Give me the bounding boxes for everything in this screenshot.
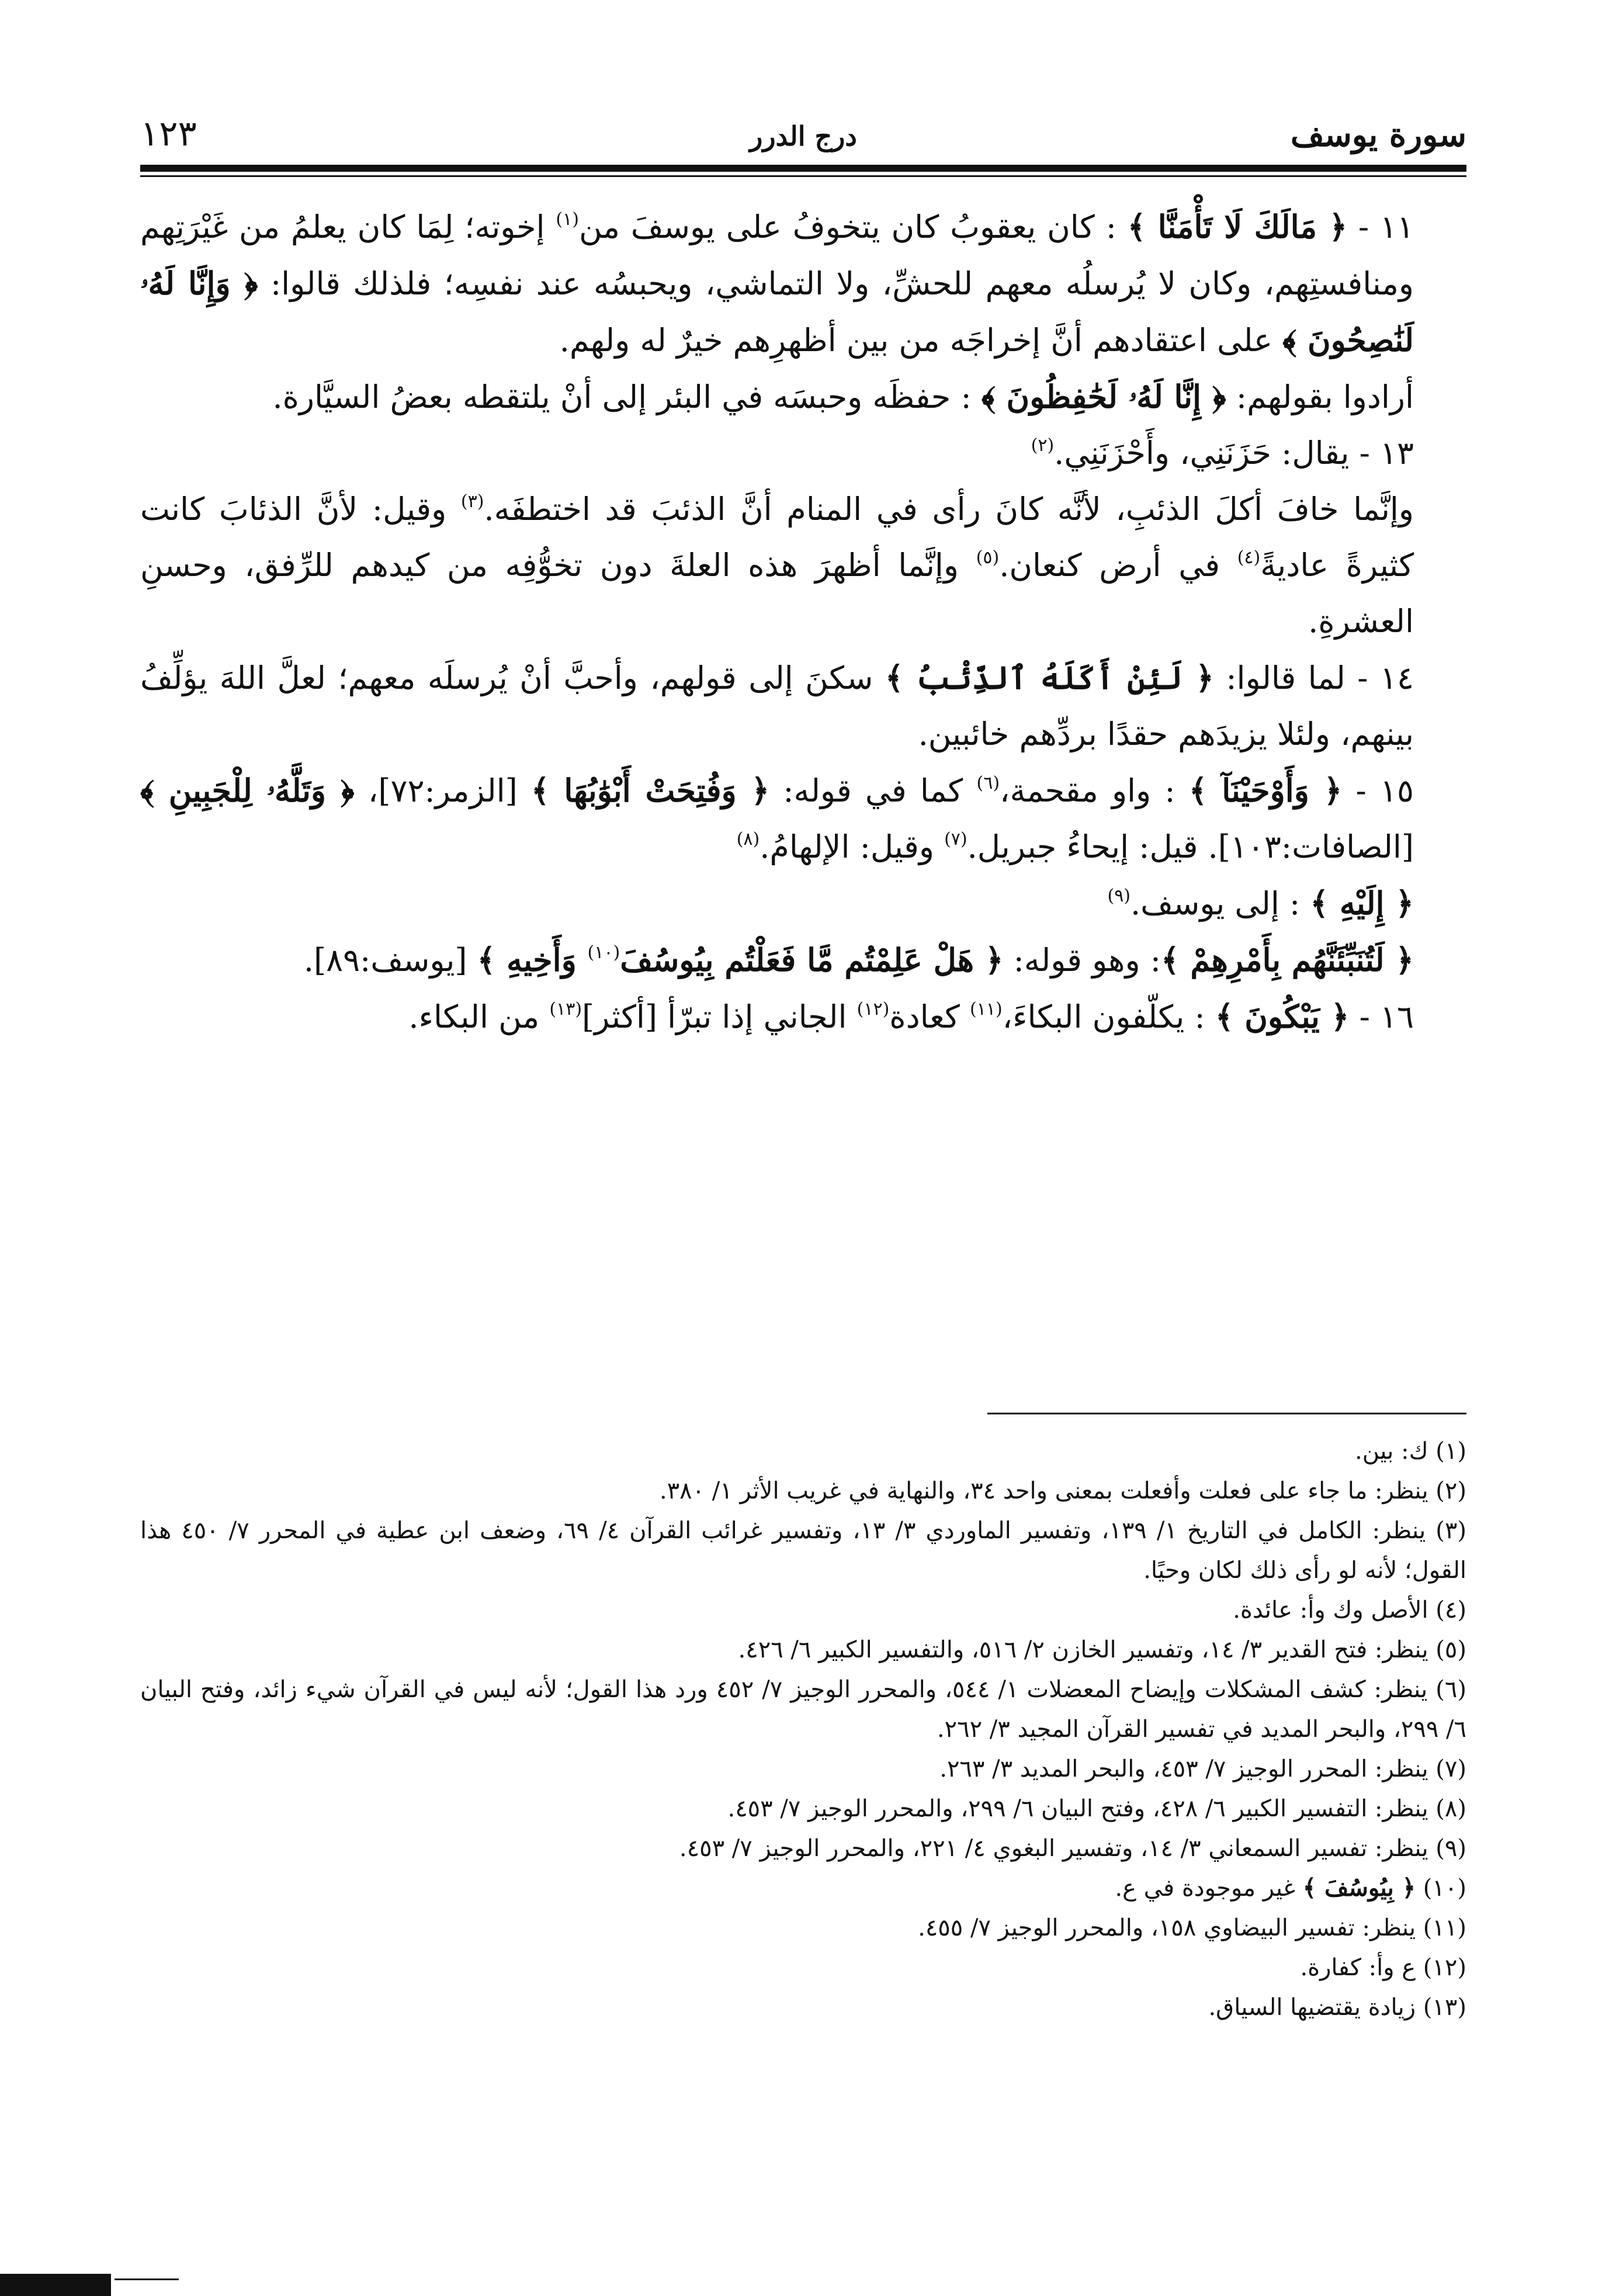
quran-quote: ﴿ وَفُتِحَتْ أَبْوَٰبُهَا ﴾ <box>530 772 770 809</box>
footnote: (٥) ينظر: فتح القدير ٣/ ١٤، وتفسير الخازن ٢/ ٥١٦، والتفسير الكبير ٦/ ٤٢٦. <box>738 1636 1466 1663</box>
surah-title: سورة يوسف <box>1290 116 1466 154</box>
text: ١٣ - يقال: حَزَنَنِي، وأَحْزَنَنِي. <box>1054 435 1414 471</box>
text: : كان يعقوبُ كان يتخوفُ على يوسفَ من <box>578 209 1128 245</box>
text: ١١ - <box>1347 209 1414 245</box>
quran-quote: ﴿ إِلَيْهِ ﴾ <box>1310 885 1414 922</box>
header-rule-thin <box>140 175 1466 177</box>
paragraph-16 <box>140 989 1466 1045</box>
scan-edge-line <box>115 2278 179 2280</box>
page-header <box>140 110 1466 162</box>
text: وإنَّما خافَ أكلَ الذئبِ، لأنَّه كانَ رأى في المنام أنَّ الذئبَ قد اختطفَه. <box>484 491 1414 528</box>
quran-quote: ﴿ وَإِنَّا لَهُۥ لَنَٰصِحُونَ ﴾ <box>140 265 1414 359</box>
text: الجاني إذا تبرّأ [أكثر] <box>582 998 857 1035</box>
text: : يكلّفون البكاءَ، <box>1002 998 1215 1035</box>
footnote-ref: (١١) <box>970 999 1003 1019</box>
paragraph-15-latunabbi <box>140 932 1466 989</box>
footnote-ref: (٦) <box>976 773 1000 793</box>
footnote-number: (١٠) <box>1416 1875 1466 1902</box>
footnote: (٩) ينظر: تفسير السمعاني ٣/ ١٤، وتفسير البغوي ٤/ ٢٢١، والمحرر الوجيز ٧/ ٤٥٣. <box>679 1835 1466 1862</box>
text: في أرض كنعان. <box>999 547 1237 584</box>
text: وإنَّما أظهرَ هذه العلةَ دون تخوُّفِه من كيدهم للرِّفق، وحسنِ العشرةِ. <box>140 547 1414 640</box>
footnote: (٣) ينظر: الكامل في التاريخ ١/ ١٣٩، وتفسير الماوردي ٣/ ١٣، وتفسير غرائب القرآن ٤/ ٦٩، وضعف ابن عطية في المحرر ٧/ ٤٥٠ هذا القول؛ لأنه لو رأى ذلك لكان وحيًا. <box>140 1517 1466 1584</box>
quran-quote: ﴿ يَبْكُونَ ﴾ <box>1215 998 1350 1035</box>
text: : واو مقحمة، <box>1000 772 1189 809</box>
text: : وهو قوله: <box>1003 942 1161 979</box>
footnote: (٨) ينظر: التفسير الكبير ٦/ ٤٢٨، وفتح البيان ٦/ ٢٩٩، والمحرر الوجيز ٧/ ٤٥٣. <box>727 1795 1466 1822</box>
paragraph-15 <box>140 762 1466 875</box>
text: كما في قوله: <box>769 772 977 809</box>
text: ١٥ - <box>1342 772 1414 809</box>
footnote-ref: (٧) <box>944 829 968 849</box>
footnote-separator <box>987 1413 1466 1414</box>
paragraph-15-ilayh <box>140 875 1466 932</box>
footnote: (١٣) زيادة يقتضيها السياق. <box>1208 1994 1466 2021</box>
footnote-ref: (٩) <box>1107 886 1131 906</box>
paragraph-14 <box>140 650 1466 762</box>
footnote-ref: (٣) <box>460 491 484 512</box>
footnote-ref: (١٣) <box>549 999 582 1019</box>
paragraph-12 <box>140 369 1466 425</box>
quran-quote: ﴿ بِيُوسُفَ ﴾ <box>1302 1874 1416 1902</box>
header-rule-thick <box>140 165 1466 172</box>
text: أرادوا بقولهم: <box>1226 379 1414 415</box>
page-number: ١٢٣ <box>140 113 197 154</box>
text: [يوسف:٨٩]. <box>303 942 477 979</box>
footnote: (٦) ينظر: كشف المشكلات وإيضاح المعضلات ١/ ٥٤٤، والمحرر الوجيز ٧/ ٤٥٢ ورد هذا القول؛ لأنه ليس في القرآن شيء زائد، وفتح البيان ٦/ ٢٩٩، والبحر المديد في تفسير القرآن المجيد ٣/ ٢٦٢. <box>140 1676 1466 1743</box>
footnotes <box>140 1431 1466 2027</box>
paragraph-11 <box>140 199 1466 369</box>
footnote: (١) ك: بين. <box>1355 1438 1466 1465</box>
text: غير موجودة في ع. <box>1115 1875 1303 1902</box>
scan-edge-mark <box>0 2274 111 2296</box>
text: : إلى يوسف. <box>1131 885 1310 922</box>
footnote: (١٢) ع وأ: كفارة. <box>1300 1954 1466 1981</box>
quran-quote: ﴿ لَتُنَبِّئَنَّهُم بِأَمْرِهِمْ ﴾ <box>1160 941 1414 979</box>
footnote-ref: (١) <box>556 209 579 230</box>
footnote-ref: (٥) <box>976 547 1000 568</box>
text: وقيل: لأنَّ الذئابَ كانت كثيرةً عاديةً <box>140 491 1414 584</box>
text: من البكاء. <box>408 998 550 1035</box>
paragraph-13-cont <box>140 481 1466 650</box>
text: كعادة <box>889 998 970 1035</box>
footnote-ref: (١٢) <box>856 999 890 1019</box>
text: وقيل: الإلهامُ. <box>760 828 945 865</box>
footnote-ref: (٢) <box>1031 435 1055 456</box>
footnote-ref: (١٠) <box>587 942 620 963</box>
text: [الصافات:١٠٣]. قيل: إيحاءُ جبريل. <box>967 828 1414 865</box>
text: ١٤ - لما قالوا: <box>1213 660 1414 696</box>
paragraph-13 <box>140 425 1466 481</box>
footnote: (٤) الأصل وك وأ: عائدة. <box>1233 1597 1466 1624</box>
quran-quote: ﴿ وَأَوْحَيْنَآ ﴾ <box>1188 772 1343 809</box>
text: على اعتقادهم أنَّ إخراجَه من بين أظهرِهم خيرٌ له ولهم. <box>559 322 1283 359</box>
main-text <box>140 199 1466 1045</box>
footnote-ref: (٨) <box>736 829 760 849</box>
book-title: درج الدرر <box>750 120 857 152</box>
quran-quote: ﴿ إِنَّا لَهُۥ لَحَٰفِظُونَ ﴾ <box>981 378 1226 415</box>
footnote <box>140 1868 1466 1908</box>
quran-quote: ﴿ وَتَلَّهُۥ لِلْجَبِينِ ﴾ <box>140 772 355 809</box>
quran-quote: ﴿ هَلْ عَلِمْتُم مَّا فَعَلْتُم بِيُوسُفَ <box>620 941 1004 979</box>
text: سكنَ إلى قولهم، وأحبَّ أنْ يُرسلَه معهم؛ لعلَّ اللهَ يؤلِّفُ بينهم، ولئلا يزيدَهم حقدًا بردِّهم خائبين. <box>140 660 1414 752</box>
quran-quote: وَأَخِيهِ ﴾ <box>477 941 588 979</box>
text: إخوته؛ لِمَا كان يعلمُ من غَيْرَتِهم ومنافستِهم، وكان لا يُرسلُه معهم للحشِّ، ولا التماشي، ويحبسُه عند نفسِه؛ فلذلك قالوا: <box>140 209 1414 302</box>
text: ١٦ - <box>1349 998 1414 1035</box>
quran-quote: ﴿ لَئِنْ أَكَلَهُ ٱلذِّئْبُ ﴾ <box>885 659 1214 696</box>
text: [الزمر:٧٢]، <box>354 772 531 809</box>
footnote-ref: (٤) <box>1237 547 1261 568</box>
text: : حفظَه وحبسَه في البئر إلى أنْ يلتقطه بعضُ السيَّارة. <box>272 379 982 415</box>
footnote: (٧) ينظر: المحرر الوجيز ٧/ ٤٥٣، والبحر المديد ٣/ ٢٦٣. <box>939 1756 1466 1782</box>
footnote: (١١) ينظر: تفسير البيضاوي ١٥٨، والمحرر الوجيز ٧/ ٤٥٥. <box>918 1915 1466 1941</box>
quran-quote: ﴿ مَالَكَ لَا تَأْمَنَّا ﴾ <box>1127 208 1348 245</box>
footnote: (٢) ينظر: ما جاء على فعلت وأفعلت بمعنى واحد ٣٤، والنهاية في غريب الأثر ١/ ٣٨٠. <box>659 1478 1466 1504</box>
